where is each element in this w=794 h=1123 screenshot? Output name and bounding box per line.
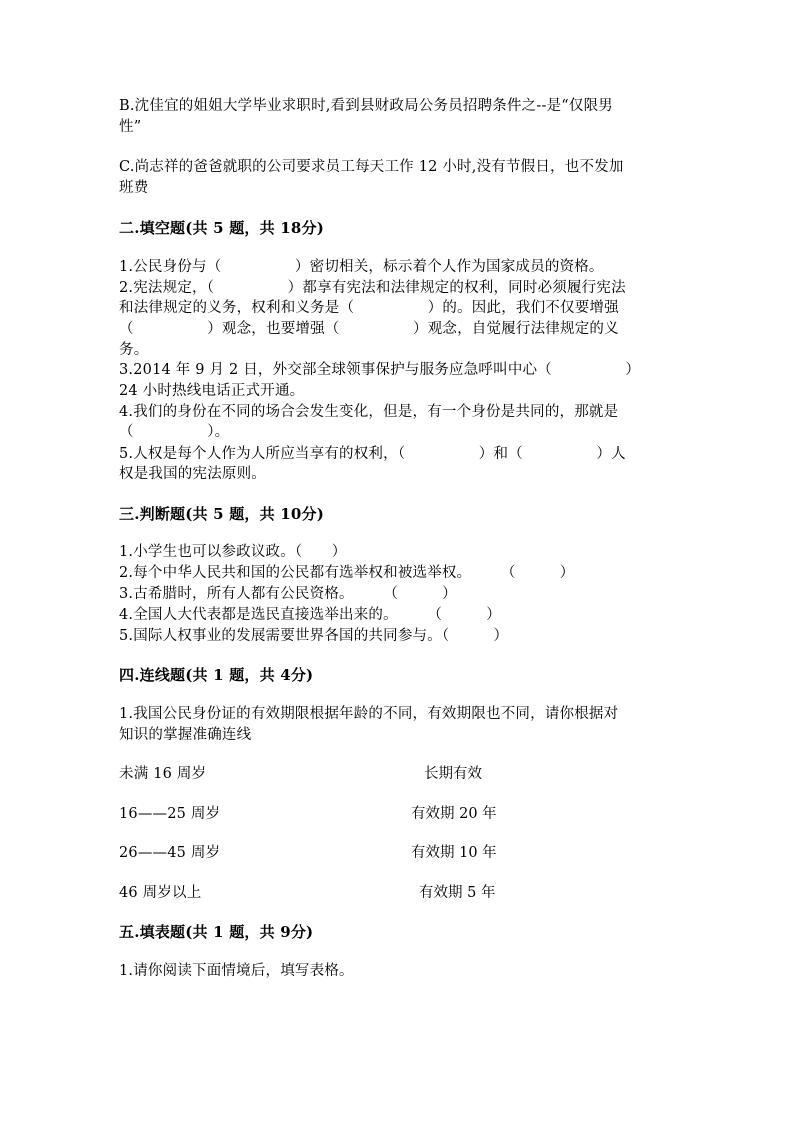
fill-line: 权是我国的宪法原则。	[119, 466, 266, 482]
choice-b-line2: 性”	[119, 119, 142, 135]
fill-line: 和法律规定的义务，权利和义务是（ ）的。因此，我们不仅要增强	[119, 300, 619, 316]
fill-line: 24 小时热线电话正式开通。	[119, 383, 305, 399]
fill-line: 3.2014 年 9 月 2 日，外交部全球领事保护与服务应急呼叫中心（ ）	[119, 362, 641, 378]
match-right-item: 有效期 10 年	[411, 845, 497, 861]
fill-line: （ ）。	[119, 424, 230, 440]
judge-line: 3.古希腊时，所有人都有公民资格。 （ ）	[119, 586, 457, 602]
choice-c-line2: 班费	[119, 180, 149, 196]
fill-line: 4.我们的身份在不同的场合会发生变化，但是，有一个身份是共同的，那就是	[119, 404, 619, 420]
match-right-item: 有效期 5 年	[419, 885, 496, 901]
match-question-line1: 1.我国公民身份证的有效期限根据年龄的不同，有效期限也不同，请你根据对	[119, 706, 619, 722]
match-question-line2: 知识的掌握准确连线	[119, 727, 252, 743]
fill-line: 5.人权是每个人作为人所应当享有的权利，（ ）和（ ）人	[119, 446, 626, 462]
fill-line: 1.公民身份与（ ）密切相关，标示着个人作为国家成员的资格。	[119, 259, 604, 275]
fill-line: 务。	[119, 342, 149, 358]
fill-line: （ ）观念，也要增强（ ）观念，自觉履行法律规定的义	[119, 321, 619, 337]
judge-line: 1.小学生也可以参政议政。（ ）	[119, 544, 347, 560]
match-left-item: 26——45 周岁	[119, 845, 221, 861]
match-right-item: 有效期 20 年	[411, 806, 497, 822]
choice-c-line1: C.尚志祥的爸爸就职的公司要求员工每天工作 12 小时,没有节假日，也不发加	[119, 159, 624, 175]
match-right-item: 长期有效	[424, 766, 482, 782]
match-left-item: 46 周岁以上	[119, 885, 202, 901]
section2-heading: 二.填空题(共 5 题，共 18分)	[119, 219, 324, 237]
fill-line: 2.宪法规定，（ ）都享有宪法和法律规定的权利，同时必须履行宪法	[119, 280, 626, 296]
match-left-item: 16——25 周岁	[119, 806, 221, 822]
choice-b-line1: B.沈佳宜的姐姐大学毕业求职时,看到县财政局公务员招聘条件之--是“仅限男	[119, 98, 613, 114]
match-left-item: 未满 16 周岁	[119, 766, 207, 782]
judge-line: 2.每个中华人民共和国的公民都有选举权和被选举权。 （ ）	[119, 565, 575, 581]
section5-heading: 五.填表题(共 1 题，共 9分)	[119, 923, 314, 941]
section3-heading: 三.判断题(共 5 题，共 10分)	[119, 505, 324, 523]
judge-line: 5.国际人权事业的发展需要世界各国的共同参与。（ ）	[119, 628, 509, 644]
table-question: 1.请你阅读下面情境后，填写表格。	[119, 963, 354, 979]
section4-heading: 四.连线题(共 1 题，共 4分)	[119, 666, 314, 684]
judge-line: 4.全国人大代表都是选民直接选举出来的。 （ ）	[119, 607, 501, 623]
